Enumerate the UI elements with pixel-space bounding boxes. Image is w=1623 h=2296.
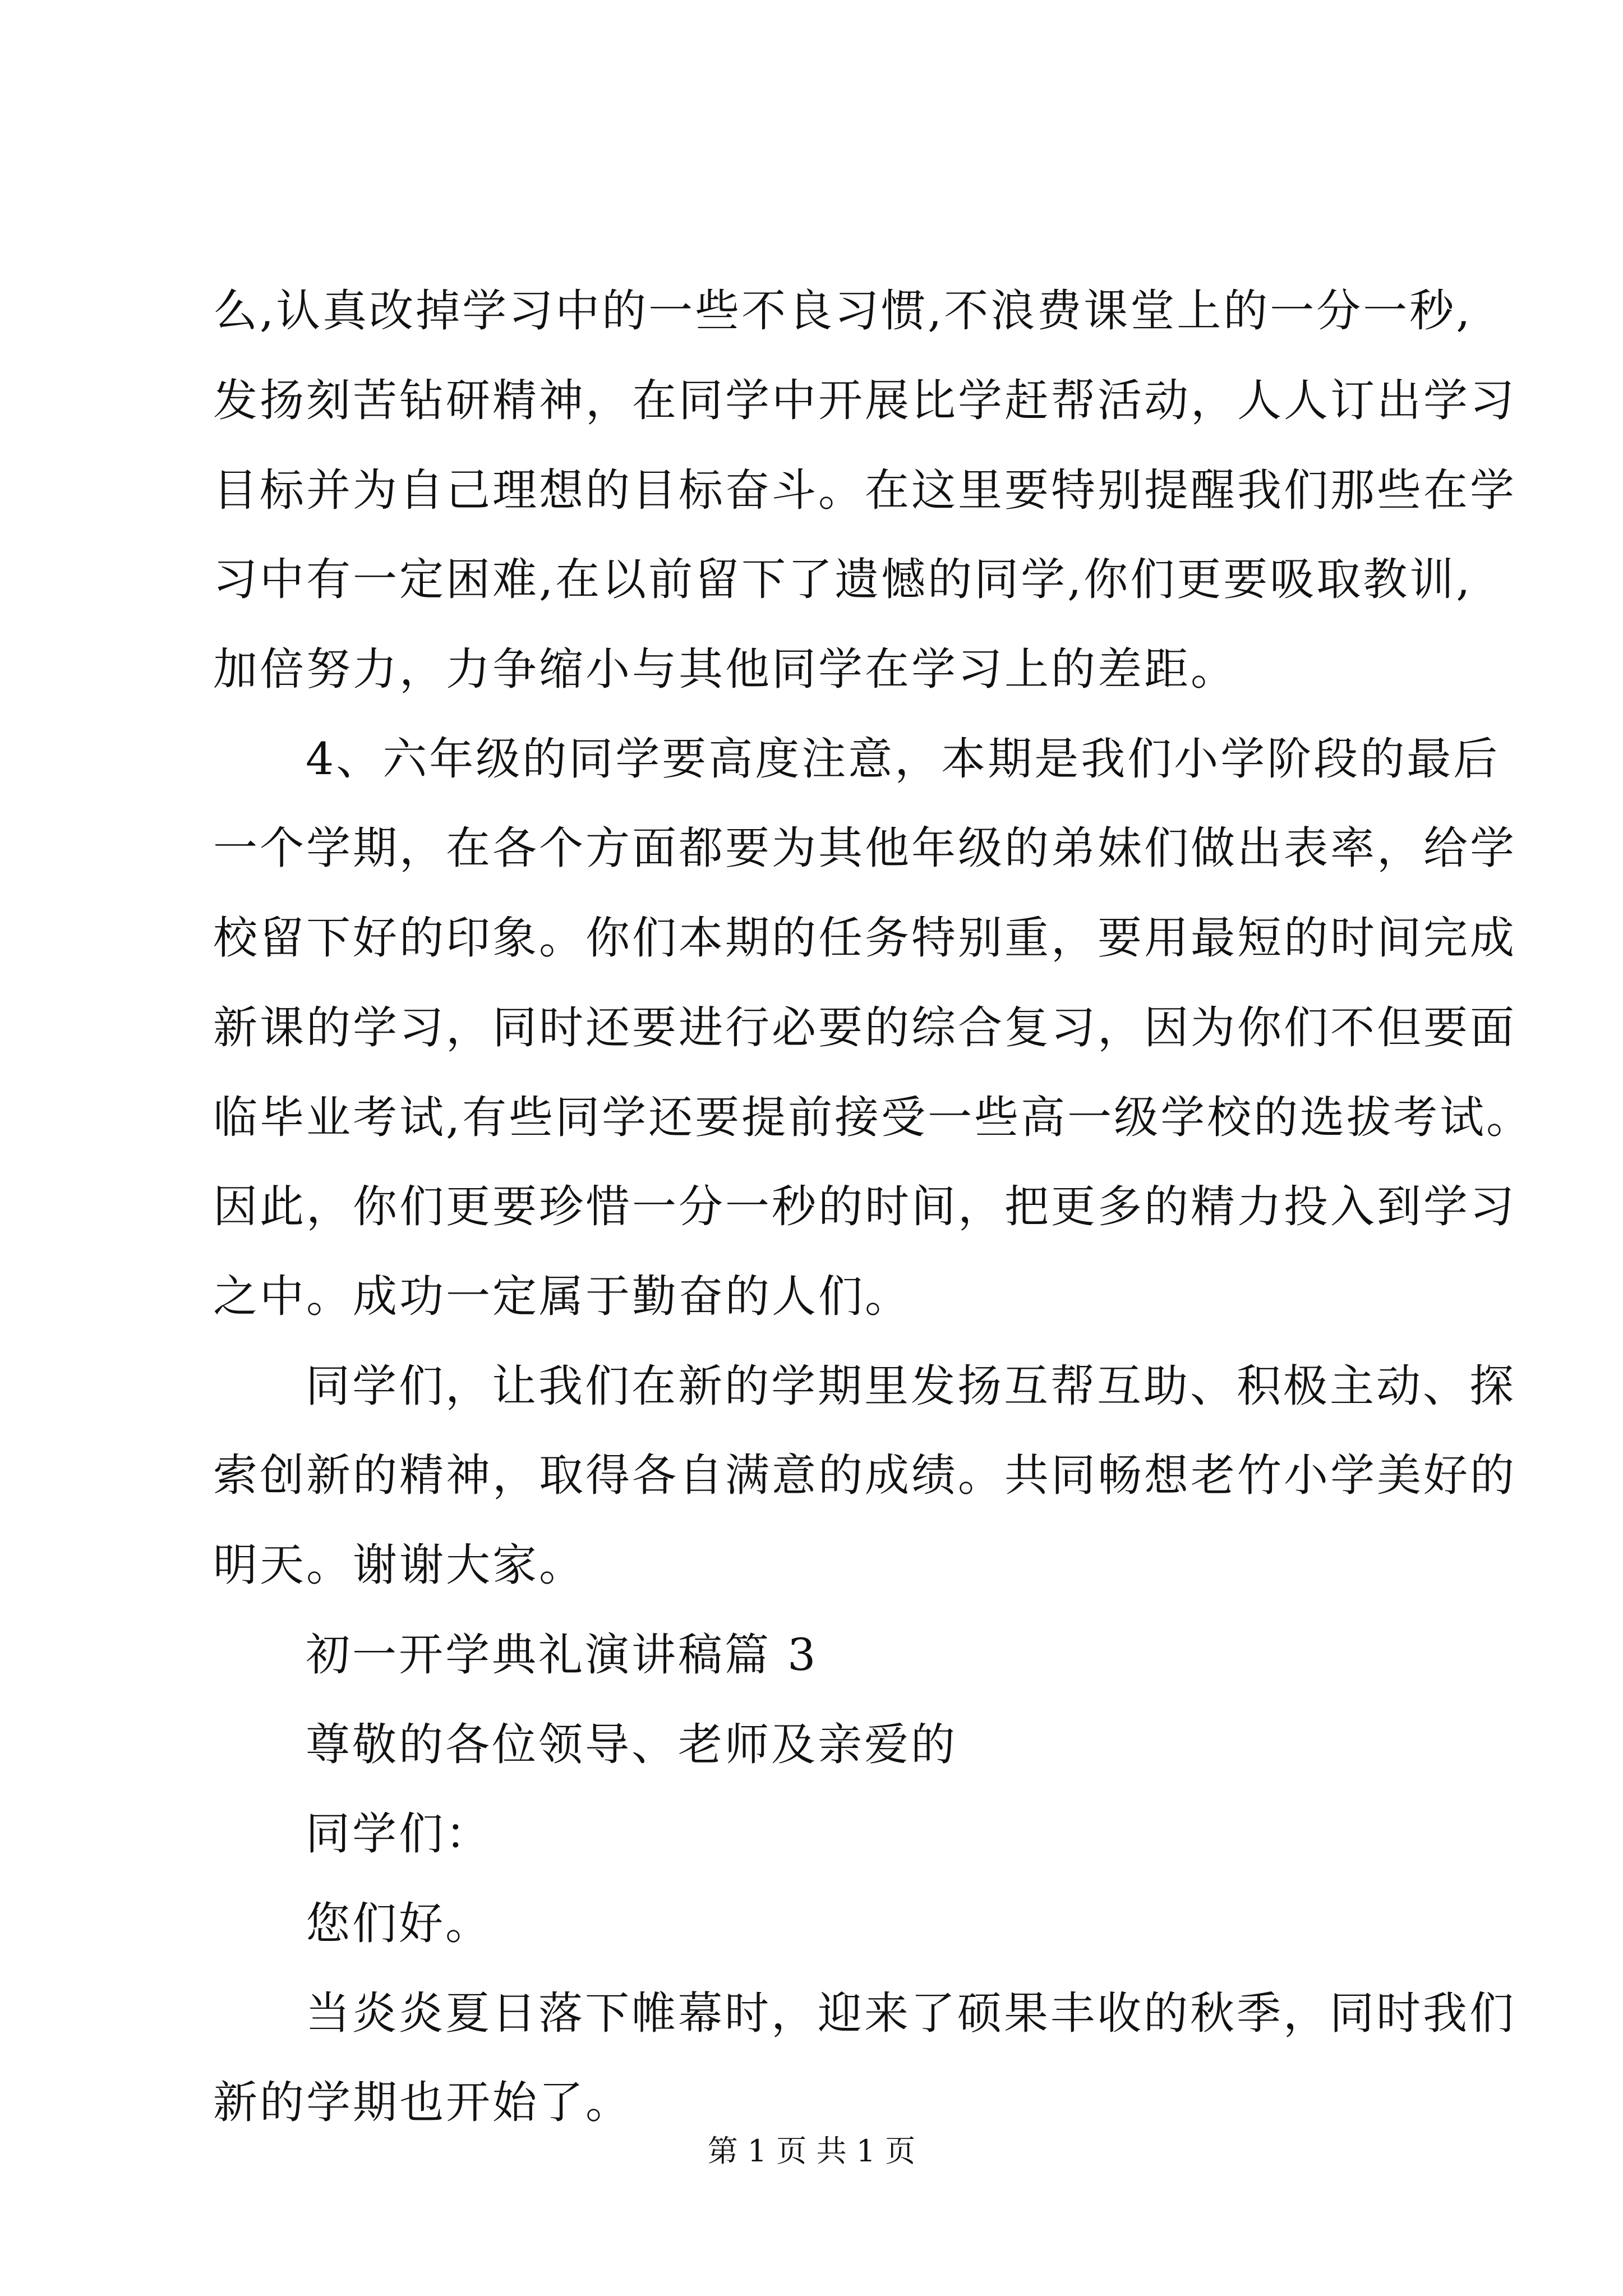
text-line: 明天。谢谢大家。 (213, 1539, 585, 1591)
section-heading: 初一开学典礼演讲稿篇 3 (306, 1629, 818, 1681)
text-line: 一个学期，在各个方面都要为其他年级的弟妹们做出表率，给学 (213, 822, 1516, 874)
salutation-line: 尊敬的各位领导、老师及亲爱的 (306, 1719, 957, 1770)
text-line: 临毕业考试,有些同学还要提前接受一些高一级学校的选拔考试。 (213, 1092, 1533, 1143)
text-line: 因此，你们更要珍惜一分一秒的时间，把更多的精力投入到学习 (213, 1181, 1516, 1232)
text-line: 目标并为自己理想的目标奋斗。在这里要特别提醒我们那些在学 (213, 464, 1516, 516)
paragraph-start-line: 同学们，让我们在新的学期里发扬互帮互助、积极主动、探 (306, 1360, 1516, 1412)
text-line: 发扬刻苦钻研精神，在同学中开展比学赶帮活动，人人订出学习 (213, 375, 1516, 426)
text-line: 加倍努力，力争缩小与其他同学在学习上的差距。 (213, 643, 1237, 695)
text-line: 校留下好的印象。你们本期的任务特别重，要用最短的时间完成 (213, 912, 1516, 964)
page-footer: 第 1 页 共 1 页 (707, 2133, 916, 2169)
text-line: 索创新的精神，取得各自满意的成绩。共同畅想老竹小学美好的 (213, 1450, 1516, 1501)
greeting-line: 您们好。 (306, 1898, 492, 1949)
text-line: 习中有一定困难,在以前留下了遗憾的同学,你们更要吸取教训, (213, 554, 1473, 605)
text-line: 新的学期也开始了。 (213, 2077, 632, 2128)
paragraph-start-line: 4、六年级的同学要高度注意，本期是我们小学阶段的最后 (306, 733, 1500, 785)
text-line: 么,认真改掉学习中的一些不良习惯,不浪费课堂上的一分一秒, (213, 285, 1473, 337)
text-line: 新课的学习，同时还要进行必要的综合复习，因为你们不但要面 (213, 1002, 1516, 1053)
paragraph-start-line: 当炎炎夏日落下帷幕时，迎来了硕果丰收的秋季，同时我们 (306, 1987, 1516, 2039)
salutation-line: 同学们： (306, 1808, 492, 1860)
text-line: 之中。成功一定属于勤奋的人们。 (213, 1271, 911, 1322)
